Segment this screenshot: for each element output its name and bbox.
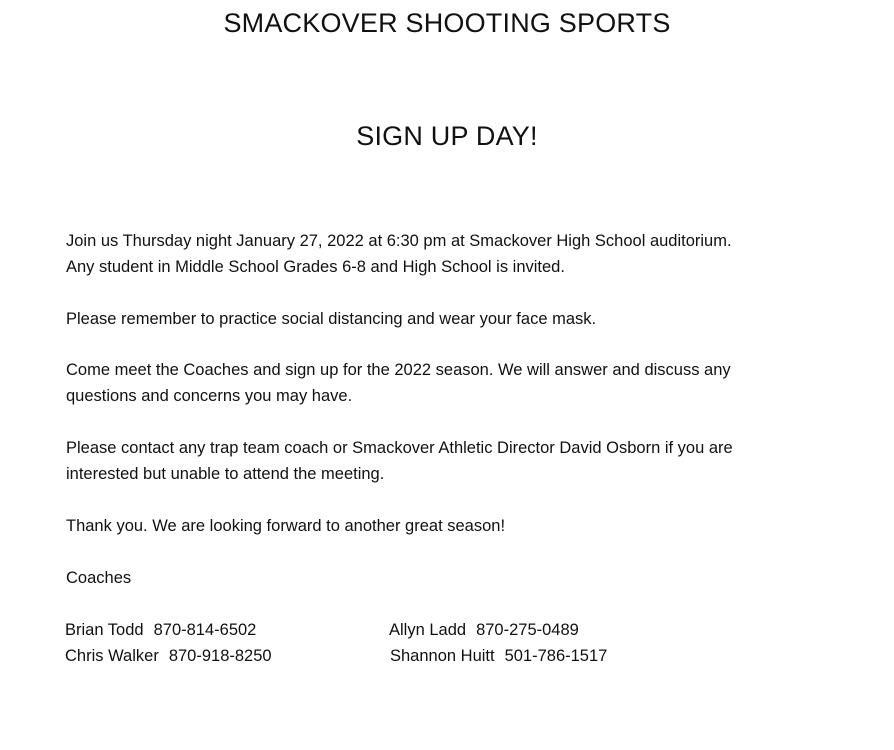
contact-info-paragraph bbox=[66, 435, 826, 487]
coach-phone: 870-814-6502 bbox=[153, 621, 257, 639]
paragraph-line: Please contact any trap team coach or Smackover Athletic Director David Osborn if you are bbox=[66, 439, 733, 457]
paragraph-line: Join us Thursday night January 27, 2022 at 6:30 pm at Smackover High School auditorium. bbox=[66, 232, 732, 250]
coach-name: Brian Todd bbox=[65, 621, 144, 639]
coach-contact bbox=[390, 643, 607, 669]
coach-phone: 870-275-0489 bbox=[476, 621, 579, 639]
coach-name: Chris Walker bbox=[65, 647, 159, 665]
safety-reminder-paragraph bbox=[66, 306, 826, 332]
paragraph-line: questions and concerns you may have. bbox=[66, 387, 353, 405]
event-details-paragraph bbox=[66, 228, 826, 280]
paragraph-line: Come meet the Coaches and sign up for the 2022 season. We will answer and discuss any bbox=[66, 361, 731, 379]
event-title: SIGN UP DAY! bbox=[356, 121, 538, 151]
thank-you-paragraph bbox=[66, 513, 826, 539]
coach-name: Shannon Huitt bbox=[390, 647, 495, 665]
meet-coaches-paragraph bbox=[66, 357, 826, 409]
paragraph-line: Thank you. We are looking forward to another great season! bbox=[66, 517, 506, 535]
signoff-text: Coaches bbox=[66, 569, 132, 587]
coach-name: Allyn Ladd bbox=[389, 621, 467, 639]
coach-phone: 501-786-1517 bbox=[504, 647, 608, 665]
organization-title: SMACKOVER SHOOTING SPORTS bbox=[223, 8, 671, 38]
coach-phone: 870-918-8250 bbox=[168, 647, 272, 665]
coach-contact bbox=[65, 617, 256, 643]
paragraph-line: interested but unable to attend the meeting. bbox=[66, 465, 385, 483]
coach-contact bbox=[65, 643, 272, 669]
signoff bbox=[66, 565, 826, 591]
paragraph-line: Please remember to practice social distancing and wear your face mask. bbox=[66, 310, 597, 328]
paragraph-line: Any student in Middle School Grades 6-8 and High School is invited. bbox=[66, 258, 565, 276]
coach-contact bbox=[389, 617, 579, 643]
